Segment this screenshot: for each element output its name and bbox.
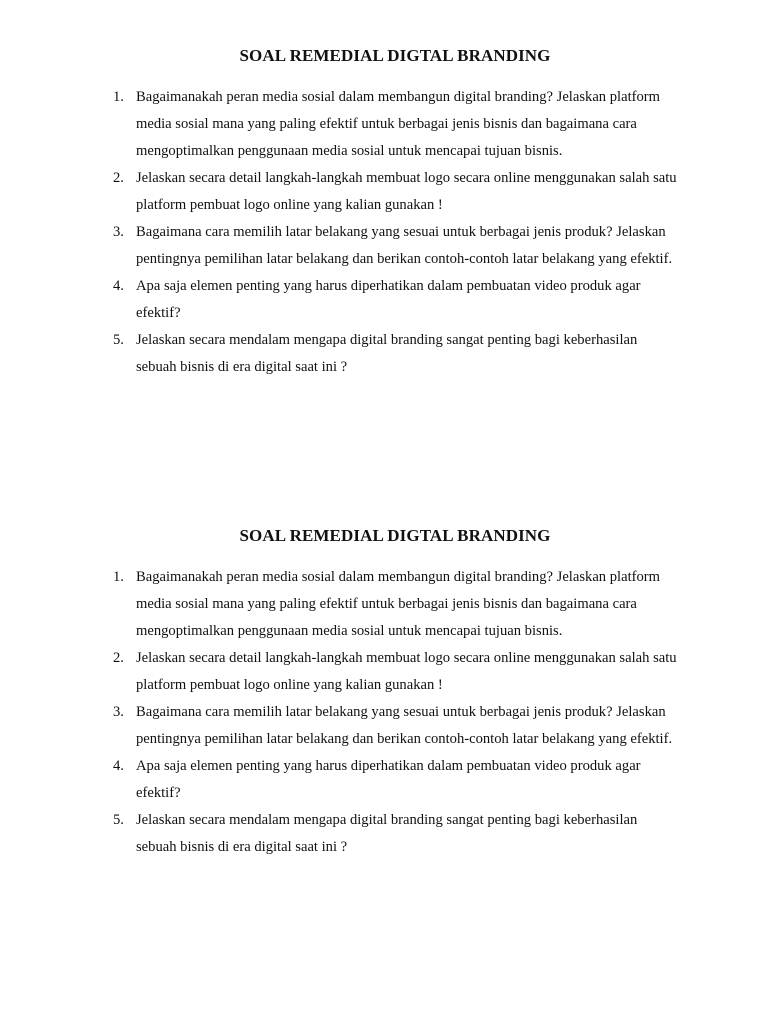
question-item-1 — [0, 564, 681, 645]
question-item-1 — [0, 84, 681, 165]
question-text: Jelaskan secara mendalam mengapa digital branding sangat penting bagi keberhasilan sebuah bisnis di era digital saat ini ? — [136, 332, 638, 375]
question-sheet-top — [0, 45, 768, 381]
question-number: 5. — [113, 332, 124, 348]
question-item-5 — [0, 807, 681, 861]
question-list — [0, 564, 768, 861]
question-number: 5. — [113, 812, 124, 828]
question-sheet-bottom — [0, 525, 768, 861]
question-number: 3. — [113, 224, 124, 240]
question-number: 3. — [113, 704, 124, 720]
question-text: Jelaskan secara detail langkah-langkah membuat logo secara online menggunakan salah satu platform pembuat logo online yang kalian gunakan ! — [136, 170, 677, 213]
question-text: Jelaskan secara detail langkah-langkah membuat logo secara online menggunakan salah satu platform pembuat logo online yang kalian gunakan ! — [136, 650, 677, 693]
question-item-2 — [0, 645, 681, 699]
question-text: Bagaimanakah peran media sosial dalam membangun digital branding? Jelaskan platform media sosial mana yang paling efektif untuk berbagai jenis bisnis dan bagaimana cara mengoptimalkan penggunaan media sosial untuk mencapai tujuan bisnis. — [136, 89, 660, 159]
question-list — [0, 84, 768, 381]
question-item-2 — [0, 165, 681, 219]
question-text: Bagaimana cara memilih latar belakang yang sesuai untuk berbagai jenis produk? Jelaskan pentingnya pemilihan latar belakang dan berikan contoh-contoh latar belakang yang efektif. — [136, 704, 673, 747]
question-text: Bagaimanakah peran media sosial dalam membangun digital branding? Jelaskan platform media sosial mana yang paling efektif untuk berbagai jenis bisnis dan bagaimana cara mengoptimalkan penggunaan media sosial untuk mencapai tujuan bisnis. — [136, 569, 660, 639]
question-number: 1. — [113, 569, 124, 585]
question-item-4 — [0, 753, 681, 807]
question-text: Jelaskan secara mendalam mengapa digital branding sangat penting bagi keberhasilan sebuah bisnis di era digital saat ini ? — [136, 812, 638, 855]
question-number: 2. — [113, 170, 124, 186]
question-text: Apa saja elemen penting yang harus diperhatikan dalam pembuatan video produk agar efektif? — [136, 758, 641, 801]
sheet-title: SOAL REMEDIAL DIGTAL BRANDING — [239, 526, 551, 545]
question-number: 1. — [113, 89, 124, 105]
sheet-title: SOAL REMEDIAL DIGTAL BRANDING — [239, 46, 551, 65]
question-item-3 — [0, 219, 681, 273]
question-number: 4. — [113, 278, 124, 294]
question-text: Bagaimana cara memilih latar belakang yang sesuai untuk berbagai jenis produk? Jelaskan pentingnya pemilihan latar belakang dan berikan contoh-contoh latar belakang yang efektif. — [136, 224, 673, 267]
question-item-5 — [0, 327, 681, 381]
question-number: 4. — [113, 758, 124, 774]
question-text: Apa saja elemen penting yang harus diperhatikan dalam pembuatan video produk agar efektif? — [136, 278, 641, 321]
question-item-4 — [0, 273, 681, 327]
question-item-3 — [0, 699, 681, 753]
question-number: 2. — [113, 650, 124, 666]
